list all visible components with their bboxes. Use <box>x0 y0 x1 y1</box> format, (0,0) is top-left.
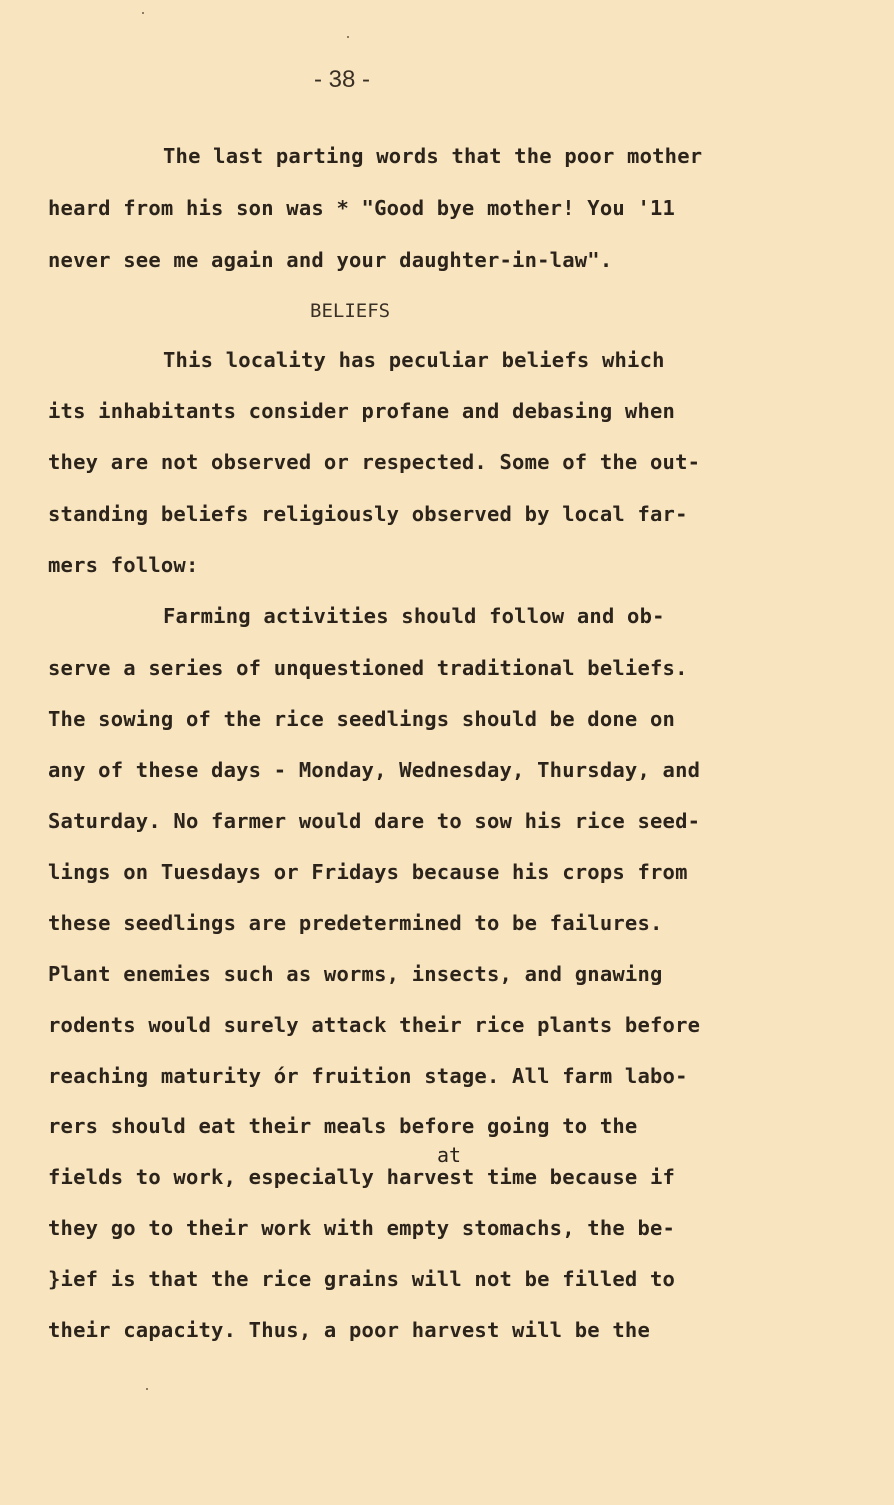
text-line: their capacity. Thus, a poor harvest will be the <box>48 1318 651 1342</box>
text-line: }ief is that the rice grains will not be filled to <box>48 1267 676 1291</box>
text-line: Plant enemies such as worms, insects, and gnawing <box>48 962 663 986</box>
text-line: they go to their work with empty stomachs, the be- <box>48 1216 676 1240</box>
text-line: any of these days - Monday, Wednesday, Thursday, and <box>48 758 701 782</box>
text-line: standing beliefs religiously observed by local far- <box>48 502 688 526</box>
text-line: The last parting words that the poor mother <box>163 144 703 168</box>
text-line: Saturday. No farmer would dare to sow his rice seed- <box>48 809 701 833</box>
paper-speck <box>146 1388 148 1390</box>
text-line: mers follow: <box>48 553 199 577</box>
text-line: never see me again and your daughter-in-law". <box>48 248 613 272</box>
section-heading: BELIEFS <box>310 300 391 322</box>
text-line: fields to work, especially harvest time because if <box>48 1165 676 1189</box>
interlinear-insert: at <box>437 1143 462 1167</box>
paper-speck <box>347 36 349 38</box>
text-line: The sowing of the rice seedlings should be done on <box>48 707 676 731</box>
text-line: heard from his son was * "Good bye mother! You '11 <box>48 196 676 220</box>
text-line: serve a series of unquestioned traditional beliefs. <box>48 656 688 680</box>
page-number: - 38 - <box>313 66 370 93</box>
text-line: Farming activities should follow and ob- <box>163 604 665 628</box>
text-line: they are not observed or respected. Some of the out- <box>48 450 701 474</box>
text-line: This locality has peculiar beliefs which <box>163 348 665 372</box>
text-line: rers should eat their meals before going to the <box>48 1114 638 1138</box>
paper-speck <box>142 12 144 14</box>
text-line: these seedlings are predetermined to be failures. <box>48 911 663 935</box>
text-line: reaching maturity ór fruition stage. All farm labo- <box>48 1064 688 1088</box>
text-line: lings on Tuesdays or Fridays because his crops from <box>48 860 688 884</box>
text-line: rodents would surely attack their rice plants before <box>48 1013 701 1037</box>
text-line: its inhabitants consider profane and debasing when <box>48 399 676 423</box>
